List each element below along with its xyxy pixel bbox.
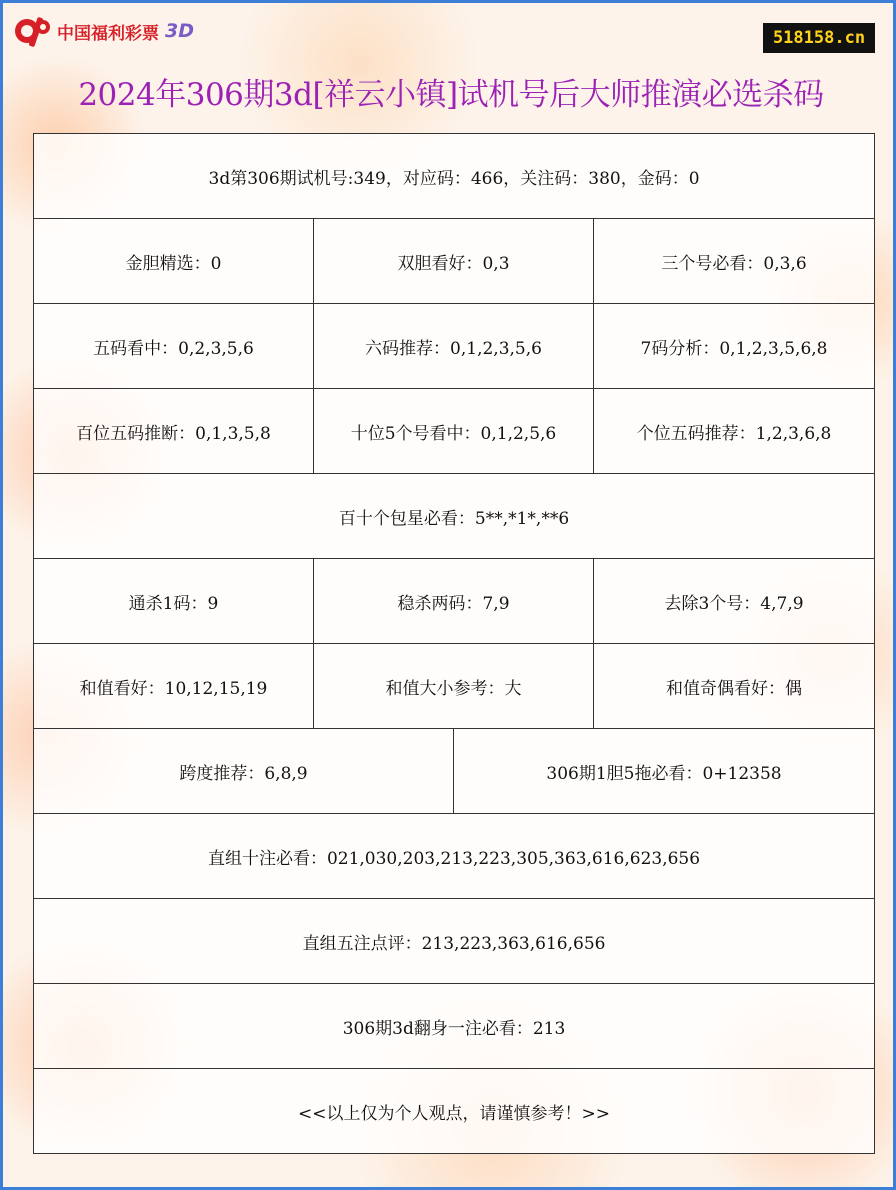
- page-title: 2024年306期3d[祥云小镇]试机号后大师推演必选杀码: [78, 77, 824, 113]
- five-code-cell: 五码看中：0,2,3,5,6: [34, 304, 314, 389]
- double-dan-cell: 双胆看好：0,3: [314, 219, 594, 304]
- hundreds-five-cell: 百位五码推断：0,1,3,5,8: [34, 389, 314, 474]
- trial-number-cell: 3d第306期试机号:349，对应码：466，关注码：380，金码：0: [34, 134, 875, 219]
- position-star-cell: 百十个包星必看：5**,*1*,**6: [34, 474, 875, 559]
- table-row: [34, 134, 875, 219]
- disclaimer-cell: <<以上仅为个人观点，请谨慎参考！>>: [34, 1069, 875, 1154]
- table-row: [34, 474, 875, 559]
- lottery-logo[interactable]: [13, 13, 194, 49]
- table-row: [34, 814, 875, 899]
- sum-size-cell: 和值大小参考：大: [314, 644, 594, 729]
- prediction-table: [33, 133, 875, 1154]
- logo-text: 中国福利彩票: [57, 23, 159, 44]
- sum-value-cell: 和值看好：10,12,15,19: [34, 644, 314, 729]
- remove-three-cell: 去除3个号：4,7,9: [594, 559, 875, 644]
- table-row: [34, 644, 875, 729]
- table-row: [34, 899, 875, 984]
- table-row: [34, 389, 875, 474]
- turnaround-cell: 306期3d翻身一注必看：213: [34, 984, 875, 1069]
- table-row: [34, 1069, 875, 1154]
- table-row: [34, 729, 875, 814]
- dan-tuo-cell: 306期1胆5拖必看：0+12358: [454, 729, 875, 814]
- tens-five-cell: 十位5个号看中：0,1,2,5,6: [314, 389, 594, 474]
- units-five-cell: 个位五码推荐：1,2,3,6,8: [594, 389, 875, 474]
- six-code-cell: 六码推荐：0,1,2,3,5,6: [314, 304, 594, 389]
- table-row: [34, 219, 875, 304]
- site-url-badge[interactable]: 518158.cn: [763, 23, 875, 53]
- kill-two-cell: 稳杀两码：7,9: [314, 559, 594, 644]
- table-row: [34, 984, 875, 1069]
- span-cell: 跨度推荐：6,8,9: [34, 729, 454, 814]
- sum-parity-cell: 和值奇偶看好：偶: [594, 644, 875, 729]
- seven-code-cell: 7码分析：0,1,2,3,5,6,8: [594, 304, 875, 389]
- kill-one-cell: 通杀1码：9: [34, 559, 314, 644]
- gold-dan-cell: 金胆精选：0: [34, 219, 314, 304]
- lottery-logo-icon: [13, 13, 53, 49]
- three-number-cell: 三个号必看：0,3,6: [594, 219, 875, 304]
- logo-3d-text: 3D: [165, 20, 194, 42]
- direct-five-cell: 直组五注点评：213,223,363,616,656: [34, 899, 875, 984]
- table-row: [34, 304, 875, 389]
- direct-ten-cell: 直组十注必看：021,030,203,213,223,305,363,616,623,656: [34, 814, 875, 899]
- table-row: [34, 559, 875, 644]
